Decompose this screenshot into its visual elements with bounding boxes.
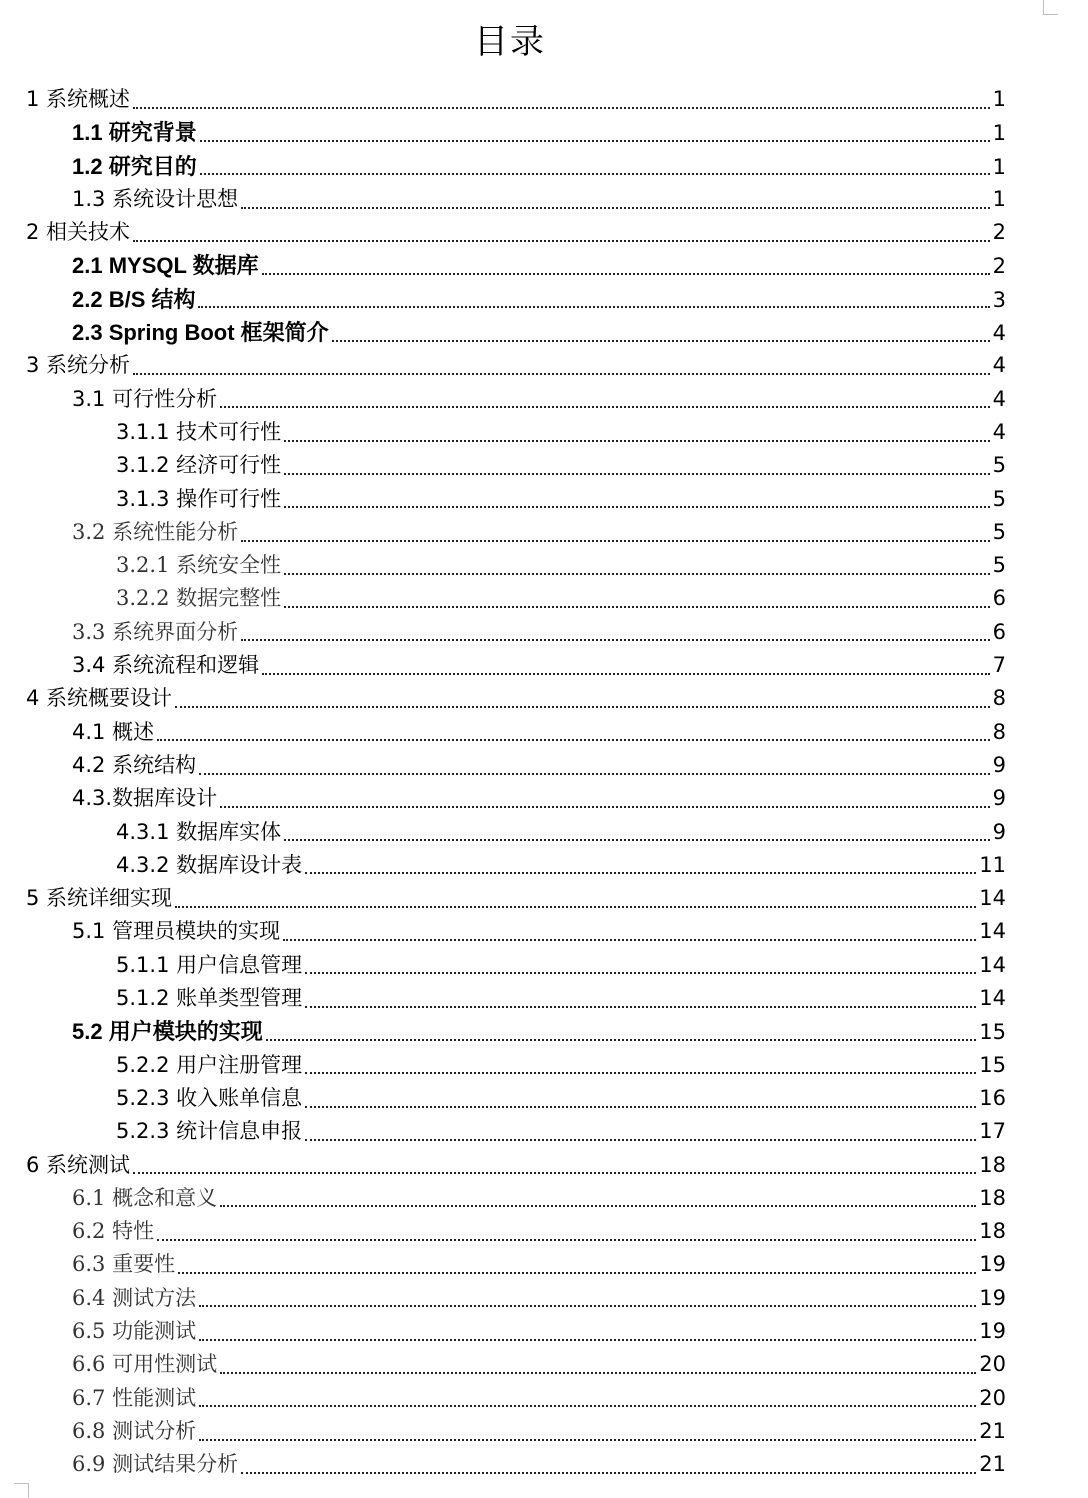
toc-entry[interactable] bbox=[26, 1415, 1006, 1448]
toc-dot-leader bbox=[198, 304, 989, 308]
toc-entry[interactable] bbox=[26, 1015, 1006, 1048]
toc-page-number: 6 bbox=[992, 619, 1006, 644]
toc-entry[interactable] bbox=[26, 682, 1006, 715]
toc-entry-label: 6.1 概念和意义 bbox=[72, 1185, 218, 1210]
toc-page-number: 7 bbox=[992, 653, 1006, 678]
toc-dot-leader bbox=[200, 171, 990, 175]
toc-entry[interactable] bbox=[26, 716, 1006, 749]
toc-entry[interactable] bbox=[26, 516, 1006, 549]
page-corner-mark bbox=[1043, 0, 1058, 15]
toc-page-number: 15 bbox=[979, 1020, 1006, 1045]
toc-dot-leader bbox=[157, 737, 990, 741]
toc-entry-label: 6.4 测试方法 bbox=[72, 1285, 197, 1310]
toc-page-number: 8 bbox=[992, 686, 1006, 711]
toc-page-number: 5 bbox=[992, 519, 1006, 544]
toc-dot-leader bbox=[241, 538, 990, 542]
toc-entry-label: 4.1 概述 bbox=[72, 719, 155, 744]
toc-entry-label: 2 相关技术 bbox=[26, 220, 131, 245]
toc-entry[interactable] bbox=[26, 183, 1006, 216]
toc-entry[interactable] bbox=[26, 882, 1006, 915]
toc-page-number: 5 bbox=[992, 453, 1006, 478]
toc-page-number: 20 bbox=[979, 1352, 1006, 1377]
toc-dot-leader bbox=[133, 105, 990, 109]
toc-entry[interactable] bbox=[26, 216, 1006, 249]
toc-dot-leader bbox=[262, 671, 990, 675]
toc-dot-leader bbox=[241, 205, 990, 209]
toc-page-number: 18 bbox=[979, 1219, 1006, 1244]
toc-dot-leader bbox=[199, 1403, 976, 1407]
toc-entry[interactable] bbox=[26, 849, 1006, 882]
toc-dot-leader bbox=[175, 704, 990, 708]
toc-page-number: 4 bbox=[992, 321, 1006, 346]
toc-entry-label: 3.1.1 技术可行性 bbox=[116, 419, 282, 444]
toc-dot-leader bbox=[178, 1270, 976, 1274]
toc-page-number: 19 bbox=[979, 1318, 1006, 1343]
toc-page-number: 5 bbox=[992, 553, 1006, 578]
toc-entry[interactable] bbox=[26, 316, 1006, 349]
toc-entry-label: 5.2.2 用户注册管理 bbox=[116, 1052, 303, 1077]
toc-dot-leader bbox=[241, 637, 990, 641]
toc-dot-leader bbox=[305, 1137, 976, 1141]
toc-dot-leader bbox=[305, 870, 976, 874]
toc-entry-label: 5.2 用户模块的实现 bbox=[72, 1019, 263, 1045]
toc-entry[interactable] bbox=[26, 816, 1006, 849]
toc-dot-leader bbox=[133, 238, 990, 242]
toc-entry-label: 5.1.2 账单类型管理 bbox=[116, 986, 303, 1011]
toc-entry[interactable] bbox=[26, 915, 1006, 948]
page-corner-mark bbox=[14, 1483, 29, 1498]
toc-entry-label: 3.3 系统界面分析 bbox=[72, 619, 239, 644]
toc-page-number: 16 bbox=[979, 1085, 1006, 1110]
toc-entry-label: 6.6 可用性测试 bbox=[72, 1352, 218, 1377]
toc-entry[interactable] bbox=[26, 1448, 1006, 1481]
toc-entry[interactable] bbox=[26, 150, 1006, 183]
toc-page-number: 4 bbox=[992, 419, 1006, 444]
toc-page-number: 14 bbox=[979, 952, 1006, 977]
toc-entry-label: 4.3.数据库设计 bbox=[72, 786, 218, 811]
toc-dot-leader bbox=[241, 1470, 976, 1474]
toc-entry[interactable] bbox=[26, 1049, 1006, 1082]
toc-entry-label: 3.1.3 操作可行性 bbox=[116, 486, 282, 511]
toc-entry-label: 1 系统概述 bbox=[26, 87, 131, 111]
toc-entry[interactable] bbox=[26, 982, 1006, 1015]
toc-entry-label: 5.2.3 统计信息申报 bbox=[116, 1119, 303, 1144]
toc-page-number: 1 bbox=[992, 121, 1006, 146]
toc-dot-leader bbox=[220, 804, 990, 808]
toc-page-number: 14 bbox=[979, 886, 1006, 911]
toc-dot-leader bbox=[284, 438, 990, 442]
toc-entry[interactable] bbox=[26, 416, 1006, 449]
toc-dot-leader bbox=[284, 571, 990, 575]
toc-entry[interactable] bbox=[26, 582, 1006, 615]
toc-page-number: 5 bbox=[992, 486, 1006, 511]
toc-entry-label: 6.8 测试分析 bbox=[72, 1418, 197, 1443]
toc-entry[interactable] bbox=[26, 1315, 1006, 1348]
toc-page-number: 17 bbox=[979, 1119, 1006, 1144]
toc-entry-label: 6.5 功能测试 bbox=[72, 1318, 197, 1343]
toc-dot-leader bbox=[284, 837, 990, 841]
toc-entry-label: 3 系统分析 bbox=[26, 353, 131, 378]
toc-entry-label: 6.7 性能测试 bbox=[72, 1385, 197, 1410]
toc-entry[interactable] bbox=[26, 949, 1006, 982]
toc-page-number: 11 bbox=[979, 852, 1006, 877]
toc-page-number: 1 bbox=[992, 154, 1006, 179]
toc-page-number: 19 bbox=[979, 1285, 1006, 1310]
toc-entry[interactable] bbox=[26, 349, 1006, 382]
toc-entry[interactable] bbox=[26, 549, 1006, 582]
toc-entry[interactable] bbox=[26, 649, 1006, 682]
toc-entry[interactable] bbox=[26, 1348, 1006, 1381]
toc-dot-leader bbox=[199, 1337, 976, 1341]
toc-entry-label: 2.2 B/S 结构 bbox=[72, 286, 196, 312]
toc-entry[interactable] bbox=[26, 383, 1006, 416]
toc-page-number: 4 bbox=[992, 353, 1006, 378]
toc-entry[interactable] bbox=[26, 1215, 1006, 1248]
toc-entry-label: 4 系统概要设计 bbox=[26, 686, 173, 711]
toc-entry-label: 3.2.2 数据完整性 bbox=[116, 586, 282, 611]
toc-dot-leader bbox=[199, 1303, 976, 1307]
toc-entry-label: 6.2 特性 bbox=[72, 1219, 155, 1244]
toc-page-number: 6 bbox=[992, 586, 1006, 611]
toc-entry[interactable] bbox=[26, 1082, 1006, 1115]
toc-entry-label: 6.3 重要性 bbox=[72, 1252, 176, 1277]
toc-entry-label: 3.1 可行性分析 bbox=[72, 386, 218, 411]
toc-entry[interactable] bbox=[26, 1282, 1006, 1315]
toc-entry-label: 5 系统详细实现 bbox=[26, 886, 173, 911]
toc-entry-label: 4.2 系统结构 bbox=[72, 752, 197, 777]
toc-entry[interactable] bbox=[26, 116, 1006, 149]
toc-dot-leader bbox=[157, 1237, 976, 1241]
toc-page-number: 2 bbox=[992, 220, 1006, 245]
toc-entry-label: 1.1 研究背景 bbox=[72, 120, 197, 146]
toc-entry[interactable] bbox=[26, 249, 1006, 282]
toc-entry[interactable] bbox=[26, 1182, 1006, 1215]
toc-page-number: 14 bbox=[979, 986, 1006, 1011]
toc-page-number: 21 bbox=[979, 1418, 1006, 1443]
toc-dot-leader bbox=[284, 604, 990, 608]
toc-page-number: 1 bbox=[992, 87, 1006, 111]
toc-entry-label: 3.4 系统流程和逻辑 bbox=[72, 653, 260, 678]
toc-page-number: 15 bbox=[979, 1052, 1006, 1077]
toc-page-number: 2 bbox=[992, 254, 1006, 279]
toc-dot-leader bbox=[199, 1437, 976, 1441]
toc-dot-leader bbox=[200, 138, 990, 142]
toc-entry-label: 1.2 研究目的 bbox=[72, 153, 197, 179]
toc-page-number: 9 bbox=[992, 786, 1006, 811]
toc-dot-leader bbox=[266, 1037, 977, 1041]
toc-page-number: 18 bbox=[979, 1152, 1006, 1177]
toc-entry[interactable] bbox=[26, 749, 1006, 782]
toc-entry-label: 6 系统测试 bbox=[26, 1152, 131, 1177]
toc-dot-leader bbox=[199, 771, 990, 775]
toc-entry-label: 3.1.2 经济可行性 bbox=[116, 453, 282, 478]
toc-page-number: 14 bbox=[979, 919, 1006, 944]
toc-page-number: 3 bbox=[992, 287, 1006, 312]
toc-entry-label: 2.1 MYSQL 数据库 bbox=[72, 253, 259, 279]
toc-dot-leader bbox=[220, 1370, 976, 1374]
toc-entry[interactable] bbox=[26, 1149, 1006, 1182]
toc-title: 目录 bbox=[474, 22, 546, 62]
toc-entry-label: 3.2 系统性能分析 bbox=[72, 519, 239, 544]
toc-dot-leader bbox=[220, 1203, 976, 1207]
toc-entry[interactable] bbox=[26, 1115, 1006, 1148]
toc-page-number: 9 bbox=[992, 819, 1006, 844]
toc-entry[interactable] bbox=[26, 782, 1006, 815]
toc-dot-leader bbox=[305, 970, 976, 974]
toc-entry[interactable] bbox=[26, 483, 1006, 516]
toc-page-number: 20 bbox=[979, 1385, 1006, 1410]
toc-dot-leader bbox=[175, 904, 976, 908]
toc-entry-label: 3.2.1 系统安全性 bbox=[116, 553, 282, 578]
toc-entry-label: 5.1 管理员模块的实现 bbox=[72, 919, 281, 944]
toc-dot-leader bbox=[305, 1004, 976, 1008]
toc-dot-leader bbox=[133, 1170, 976, 1174]
toc-entry-label: 4.3.1 数据库实体 bbox=[116, 819, 282, 844]
toc-page-number: 4 bbox=[992, 386, 1006, 411]
toc-page-number: 8 bbox=[992, 719, 1006, 744]
toc-page-number: 19 bbox=[979, 1252, 1006, 1277]
toc-entry[interactable] bbox=[26, 1382, 1006, 1415]
toc-dot-leader bbox=[332, 338, 990, 342]
toc-dot-leader bbox=[305, 1070, 976, 1074]
toc-dot-leader bbox=[220, 404, 990, 408]
toc-page-number: 18 bbox=[979, 1185, 1006, 1210]
toc-entry-label: 5.1.1 用户信息管理 bbox=[116, 952, 303, 977]
toc-entry[interactable] bbox=[26, 616, 1006, 649]
toc-entry-label: 5.2.3 收入账单信息 bbox=[116, 1085, 303, 1110]
toc-page-number: 9 bbox=[992, 752, 1006, 777]
toc-dot-leader bbox=[284, 471, 990, 475]
toc-dot-leader bbox=[262, 271, 990, 275]
toc-page-number: 1 bbox=[992, 186, 1006, 211]
toc-entry-label: 4.3.2 数据库设计表 bbox=[116, 852, 303, 877]
toc-entry[interactable] bbox=[26, 1248, 1006, 1281]
toc-entry-label: 1.3 系统设计思想 bbox=[72, 186, 239, 211]
toc-dot-leader bbox=[284, 504, 990, 508]
toc-entry[interactable] bbox=[26, 83, 1006, 116]
toc-entry-label: 2.3 Spring Boot 框架简介 bbox=[72, 320, 329, 346]
toc-entry[interactable] bbox=[26, 449, 1006, 482]
toc-dot-leader bbox=[133, 371, 990, 375]
toc-dot-leader bbox=[305, 1104, 976, 1108]
toc-entry-label: 6.9 测试结果分析 bbox=[72, 1452, 239, 1477]
toc-entry[interactable] bbox=[26, 283, 1006, 316]
toc-dot-leader bbox=[283, 937, 976, 941]
toc-page-number: 21 bbox=[979, 1452, 1006, 1477]
table-of-contents bbox=[26, 83, 1006, 1481]
